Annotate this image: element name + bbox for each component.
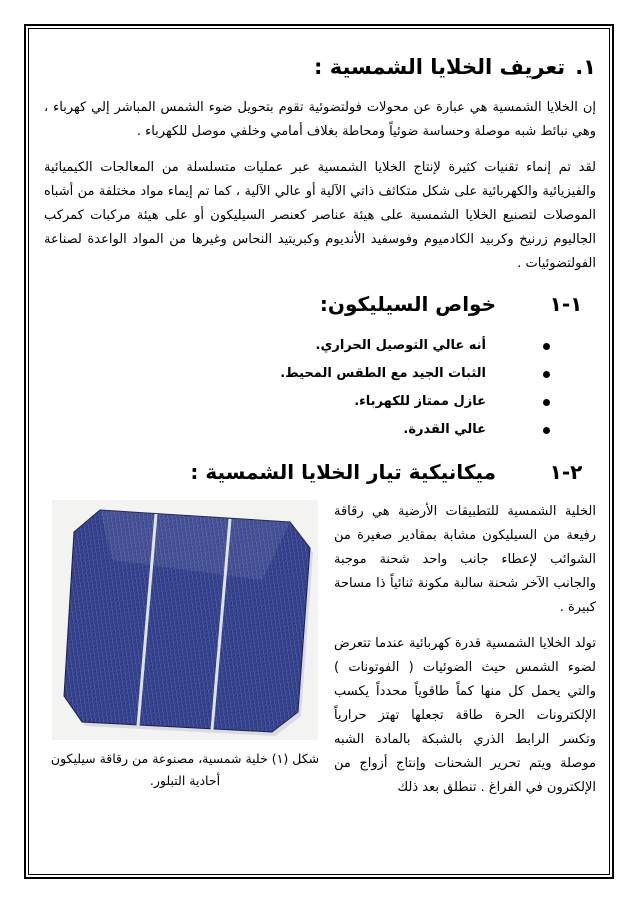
list-item: عالي القدرة. (44, 416, 556, 444)
mechanism-paragraph: تولد الخلايا الشمسية قدرة كهربائية عندما تتعرض لضوء الشمس حيث الضوئيات ( الفوتونات ) والتي يحمل كل منها كماً طاقوياً محدداً يكسب الإلكترونات الحرة طاقة تجعلها تهتز حرارياً وتكسر الرابط الذري بالشبكة بالمادة الشبه موصلة ويتم تحرير الشحنات وإنتاج أزواج من الإلكترون في الفراغ . تنطلق بعد ذلك (334, 636, 596, 795)
mechanism-text (334, 500, 596, 812)
list-item: عازل ممتاز للكهرباء. (44, 388, 556, 416)
subsection-number: ١-١ (549, 292, 583, 316)
section-heading: تعريف الخلايا الشمسية : (314, 55, 566, 79)
mechanism-section (44, 500, 596, 820)
mechanism-paragraph: الخلية الشمسية للتطبيقات الأرضية هي رقاقة رفيعة من السيليكون مشابة بمقادير صغيرة من الشوائب لإعطاء جانب واحد شحنة موجبة والجانب الآخر شحنة سالبة مكونة ثنائياً ذا مساحة كبيرة . (334, 504, 596, 615)
figure-caption: شكل (١) خلية شمسية، مصنوعة من رقاقة سيليكون أحادية التبلور. (50, 751, 320, 788)
list-item: الثبات الجيد مع الطقس المحيط. (44, 360, 556, 388)
subsection-number: ٢-١ (549, 460, 583, 484)
subsection-heading: ميكانيكية تيار الخلايا الشمسية : (190, 460, 496, 484)
solar-cell-image (52, 500, 318, 740)
solar-cell-icon (52, 500, 318, 740)
definition-paragraph: إن الخلايا الشمسية هي عبارة عن محولات فولتضوئية تقوم بتحويل ضوء الشمس المباشر إلي كهرباء ، وهي نبائط شبه موصلة وحساسة ضوئياً ومحاطة بغلاف أمامي وخلفي موصل للكهرباء . (44, 100, 596, 139)
subsection-title-silicon-properties (44, 290, 596, 318)
list-item: أنه عالي التوصيل الحراري. (44, 332, 556, 360)
silicon-properties-list (44, 332, 596, 444)
document-body (44, 52, 596, 820)
solar-cell-figure (44, 500, 326, 792)
section-number: ١. (575, 55, 596, 79)
section-title-definition (44, 52, 596, 82)
subsection-heading: خواص السيليكون: (319, 292, 496, 316)
subsection-title-mechanism (44, 458, 596, 486)
technologies-paragraph: لقد تم إنماء تقنيات كثيرة لإنتاج الخلايا الشمسية عبر عمليات متسلسلة من المعالجات الكيميائية والفيزيائية والكهربائية على شكل متكاثف ذاتي الآلية أو عالي الآلية ، كما تم إيماء مواد مختلفة من أشباه الموصلات لتصنيع الخلايا الشمسية على هيئة عناصر كعنصر السيليكون أو على هيئة مركبات كمركب الجاليوم زرنيخ وكربيد الكادميوم وفوسفيد الأنديوم وكبريتيد النحاس وغيرها من المواد الواعدة لصناعة الفولتضوئيات . (44, 160, 596, 271)
